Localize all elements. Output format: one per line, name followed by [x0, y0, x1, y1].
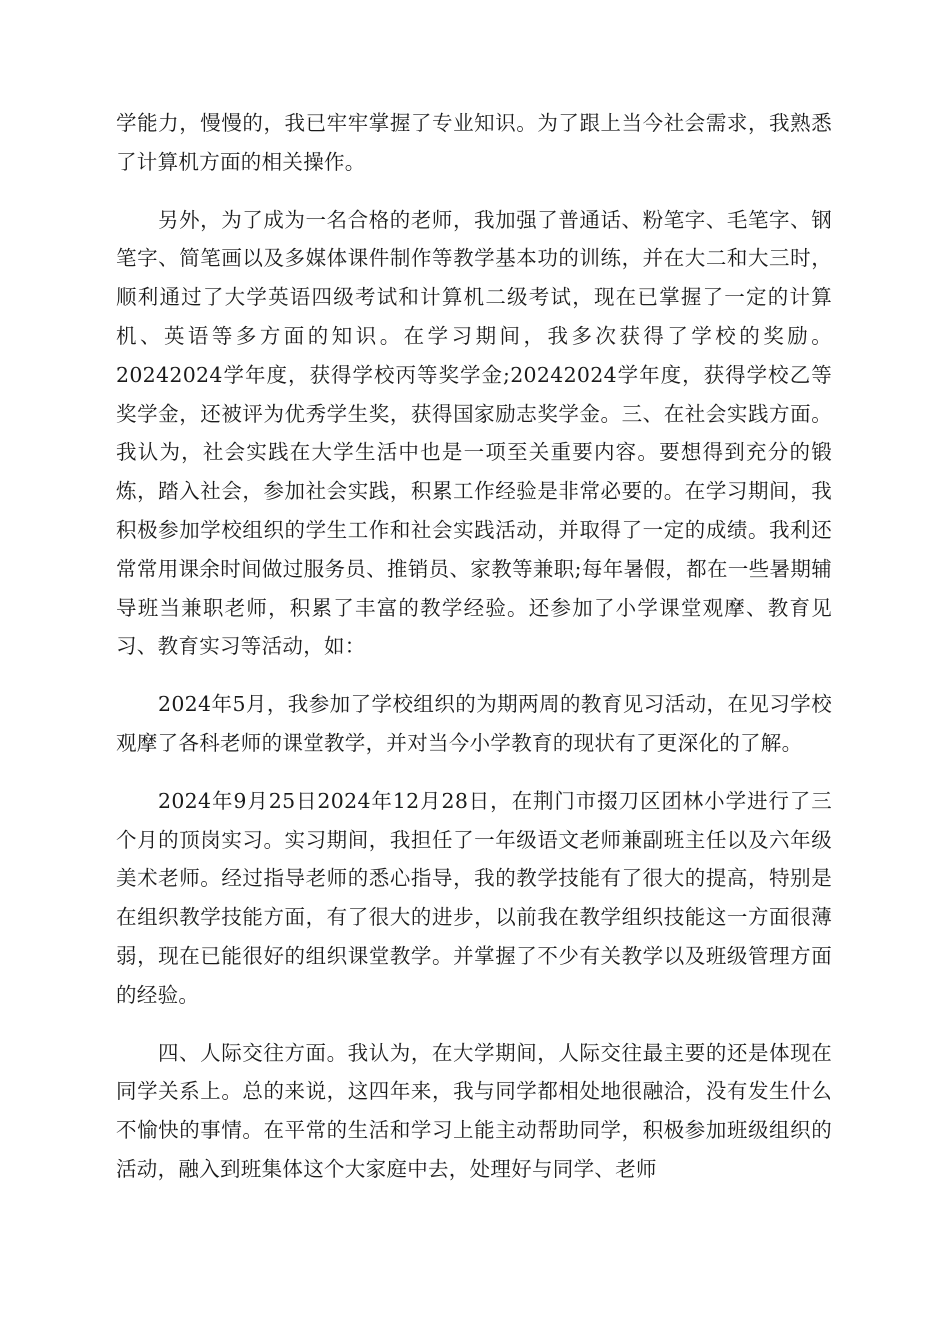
paragraph-4: 2024年9月25日2024年12月28日，在荆门市掇刀区团林小学进行了三个月的顶岗实习。实习期间，我担任了一年级语文老师兼副班主任以及六年级美术老师。经过指导老师的悉心指导，我的教学技能有了很大的提高，特别是在组织教学技能方面，有了很大的进步，以前我在教学组织技能这一方面很薄弱，现在已能很好的组织课堂教学。并掌握了不少有关教学以及班级管理方面的经验。	[116, 788, 832, 1007]
paragraph-5: 四、人际交往方面。我认为，在大学期间，人际交往最主要的还是体现在同学关系上。总的来说，这四年来，我与同学都相处地很融洽，没有发生什么不愉快的事情。在平常的生活和学习上能主动帮助同学，积极参加班级组织的活动，融入到班集体这个大家庭中去，处理好与同学、老师	[116, 1040, 832, 1181]
paragraph-2: 另外，为了成为一名合格的老师，我加强了普通话、粉笔字、毛笔字、钢笔字、简笔画以及多媒体课件制作等教学基本功的训练，并在大二和大三时，顺利通过了大学英语四级考试和计算机二级考试，现在已掌握了一定的计算机、英语等多方面的知识。在学习期间，我多次获得了学校的奖励。20242024学年度，获得学校丙等奖学金;20242024学年度，获得学校乙等奖学金，还被评为优秀学生奖，获得国家励志奖学金。三、在社会实践方面。我认为，社会实践在大学生活中也是一项至关重要内容。要想得到充分的锻炼，踏入社会，参加社会实践，积累工作经验是非常必要的。在学习期间，我积极参加学校组织的学生工作和社会实践活动，并取得了一定的成绩。我利还常常用课余时间做过服务员、推销员、家教等兼职;每年暑假，都在一些暑期辅导班当兼职老师，积累了丰富的教学经验。还参加了小学课堂观摩、教育见习、教育实习等活动，如：	[116, 207, 832, 659]
paragraph-1: 学能力，慢慢的，我已牢牢掌握了专业知识。为了跟上当今社会需求，我熟悉了计算机方面的相关操作。	[116, 111, 832, 174]
paragraph-3: 2024年5月，我参加了学校组织的为期两周的教育见习活动，在见习学校观摩了各科老师的课堂教学，并对当今小学教育的现状有了更深化的了解。	[116, 692, 832, 755]
document-page	[116, 104, 832, 1208]
